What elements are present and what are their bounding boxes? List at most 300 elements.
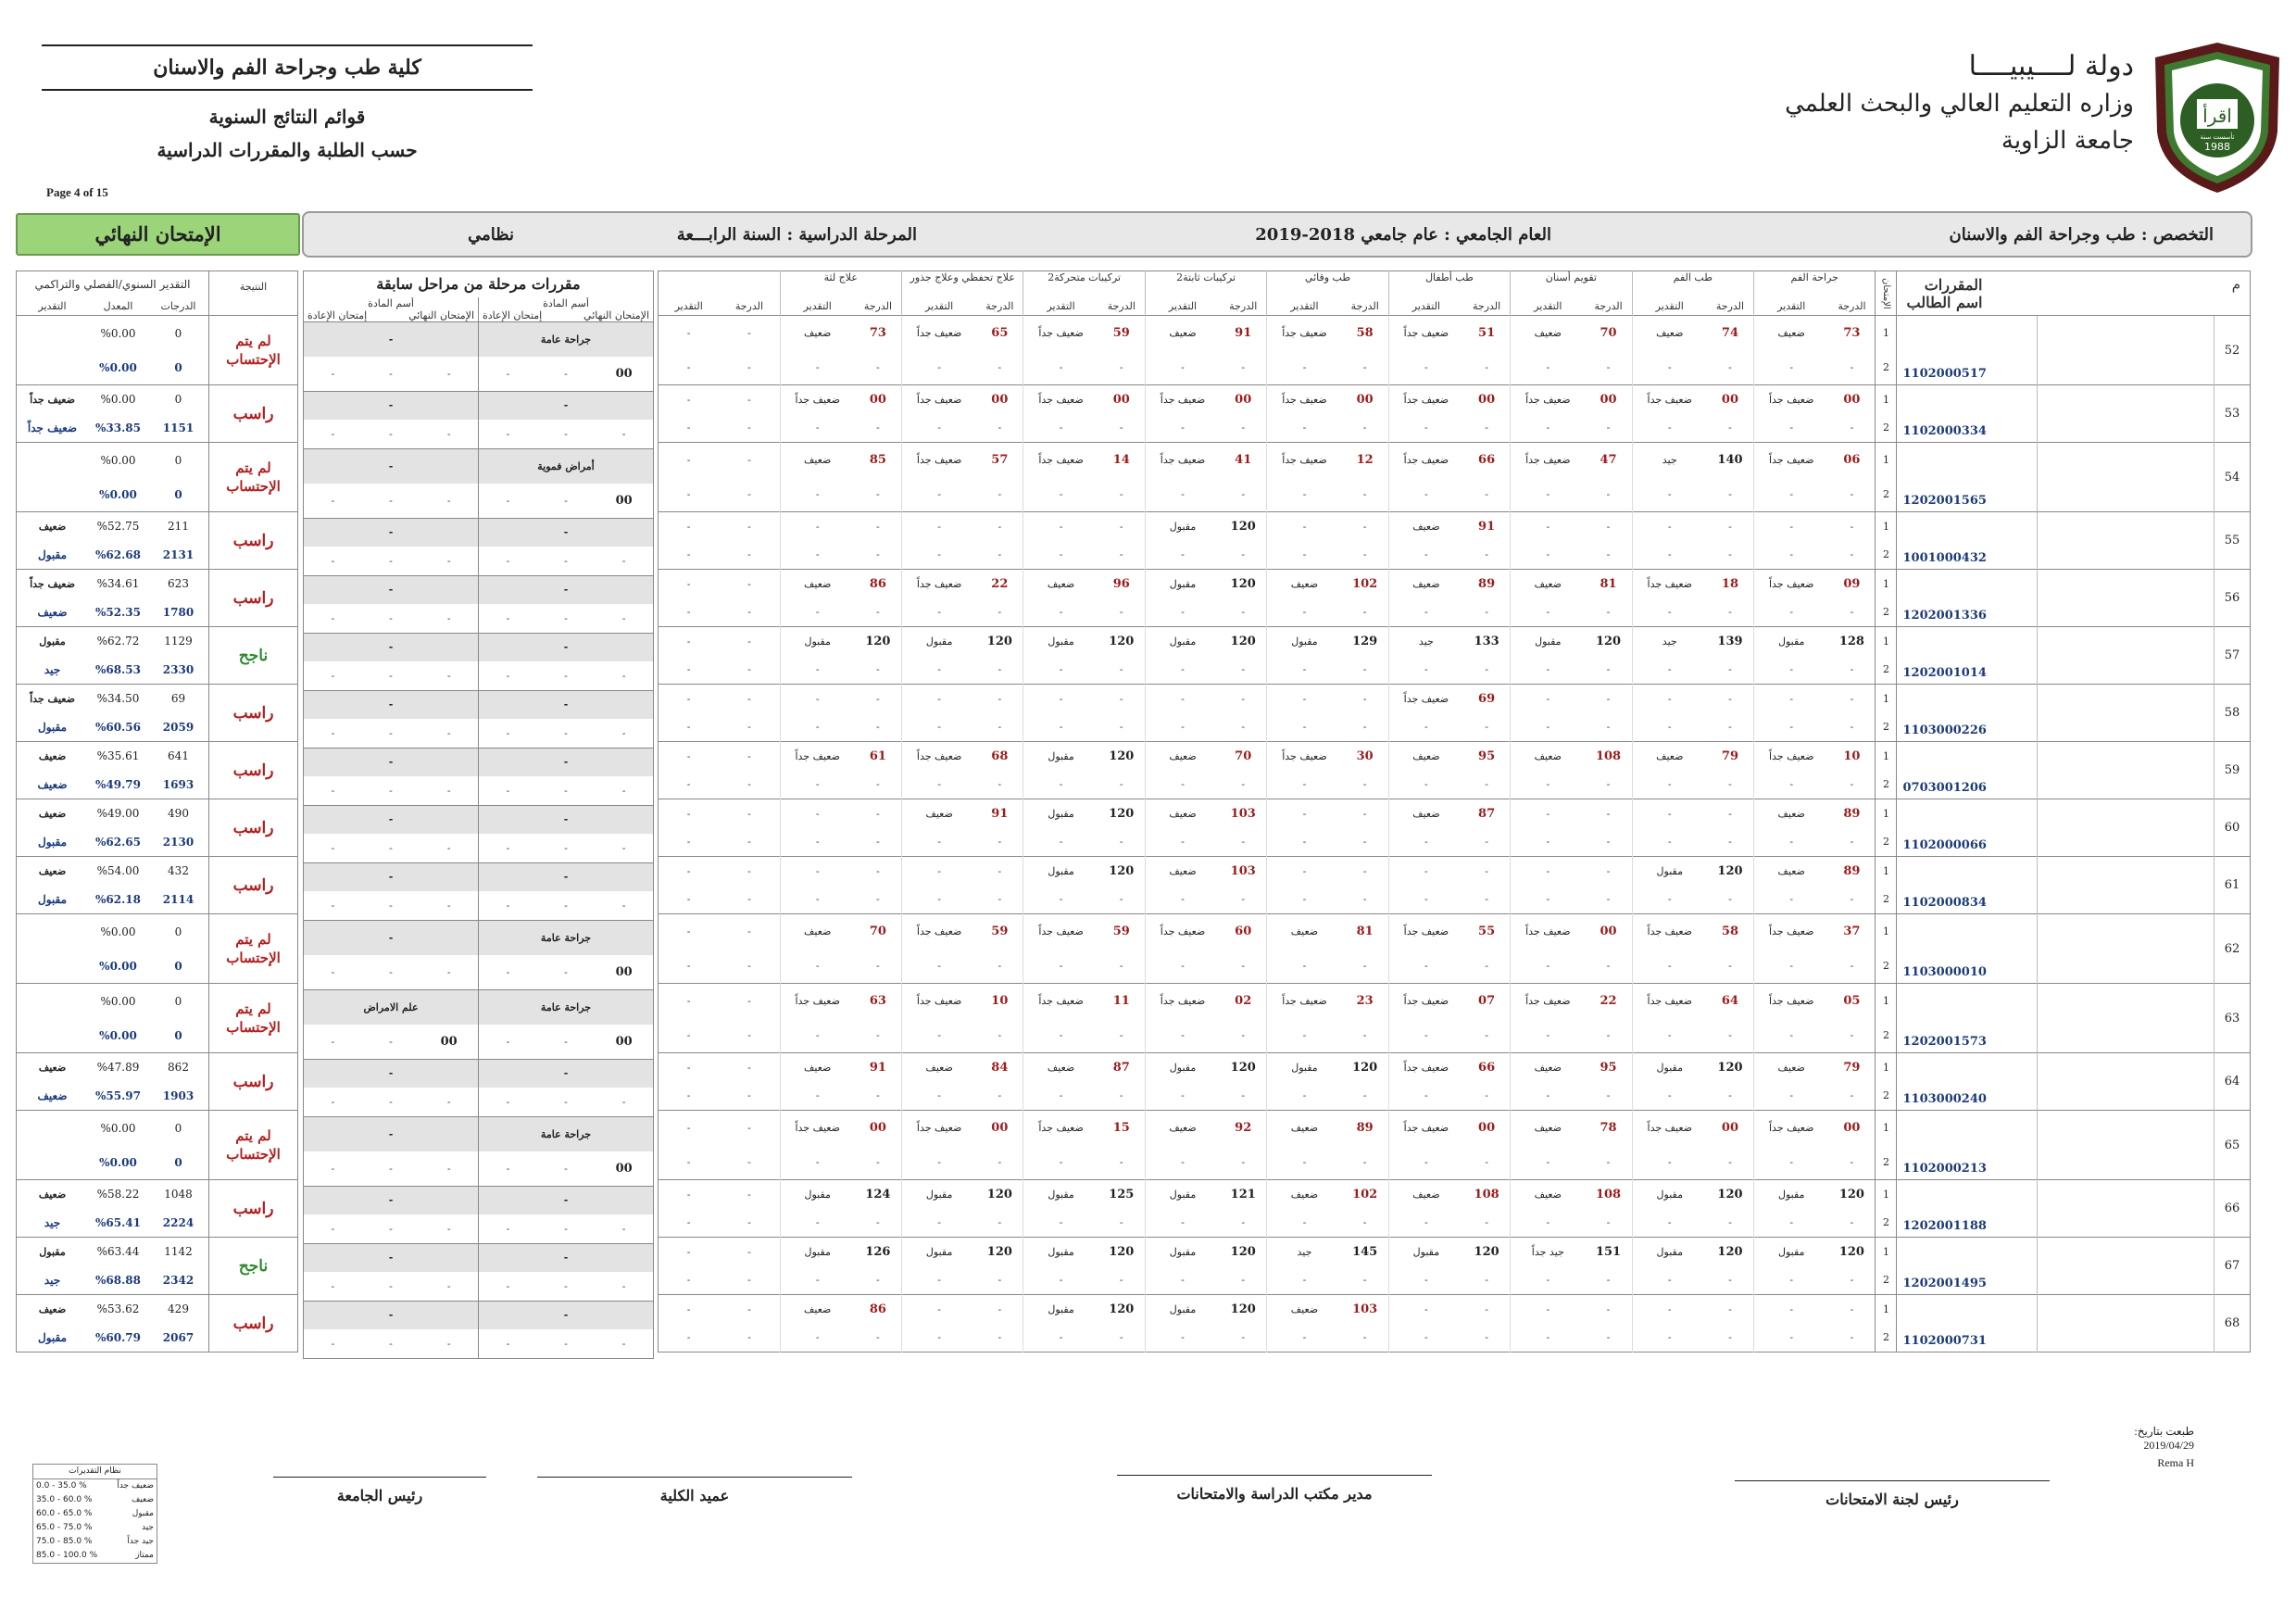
course-grade: - xyxy=(1463,857,1511,886)
retake-estimate: - xyxy=(1632,886,1707,914)
course-estimate: ضعيف xyxy=(780,316,855,351)
retake-estimate: - xyxy=(686,721,691,734)
course-header: طب وقائي xyxy=(1267,271,1388,297)
student-id: 1103000226 xyxy=(1897,685,2038,742)
year-estimate: ضعيف xyxy=(17,742,89,771)
course-estimate: ضعيف xyxy=(1632,742,1707,771)
course-grade: 12 xyxy=(1342,443,1389,478)
cumulative-rate: %33.85 xyxy=(95,421,141,434)
year-estimate: مقبول xyxy=(17,1238,89,1266)
prev-value: - xyxy=(564,899,568,912)
student-row xyxy=(659,443,2251,478)
name-blank xyxy=(2038,316,2214,385)
prev-value: - xyxy=(479,357,537,391)
exam-attempt-2: 2 xyxy=(1876,1019,1897,1053)
course-grade: - xyxy=(1342,799,1389,828)
retake-estimate: - xyxy=(1023,828,1098,857)
retake-grade: - xyxy=(1241,421,1246,434)
course-grade: - xyxy=(1585,512,1632,541)
retake-estimate: - xyxy=(1145,828,1220,857)
course-grade: 61 xyxy=(855,742,902,771)
prev-value: - xyxy=(621,554,626,567)
year-estimate xyxy=(17,1111,89,1146)
course-grade: 84 xyxy=(976,1053,1023,1082)
exam-attempt-1: 1 xyxy=(1876,512,1897,541)
prev-value: - xyxy=(564,427,568,440)
prev-row xyxy=(304,518,654,547)
year-rate: %0.00 xyxy=(88,914,148,950)
retake-estimate: - xyxy=(1632,541,1707,570)
prev-row-2 xyxy=(304,719,654,748)
retake-grade: - xyxy=(747,361,751,374)
course-estimate: ضعيف جداً xyxy=(780,984,855,1019)
cumulative-estimate xyxy=(17,351,89,385)
retake-estimate: - xyxy=(901,1082,976,1111)
course-estimate: ضعيف جداً xyxy=(1632,914,1707,950)
grading-scale-row xyxy=(33,1493,157,1507)
prev-row-2 xyxy=(304,547,654,575)
course-estimate: ضعيف xyxy=(1145,316,1220,351)
course-estimate: ضعيف xyxy=(1388,799,1463,828)
retake-estimate: - xyxy=(1267,541,1342,570)
retake-grade: - xyxy=(1119,421,1123,434)
report-title: قوائم النتائج السنوية xyxy=(208,106,366,128)
retake-grade: - xyxy=(747,488,751,501)
estimate-subheader: التقدير xyxy=(1267,297,1342,316)
year-estimate: ضعيف xyxy=(17,1295,89,1324)
cumulative-rate: %49.79 xyxy=(95,777,141,791)
prev-course-name: - xyxy=(479,391,654,420)
retake-estimate: - xyxy=(901,886,976,914)
cumulative-estimate: ضعيف جداً xyxy=(27,421,78,434)
prev-value: - xyxy=(331,899,335,912)
course-estimate: مقبول xyxy=(1145,1053,1220,1082)
retake-grade: - xyxy=(1606,960,1611,973)
prev-course-name-2: - xyxy=(304,1243,479,1272)
retake-estimate: - xyxy=(901,656,976,685)
retake-grade: - xyxy=(1728,721,1732,734)
year-rate: %0.00 xyxy=(88,443,148,478)
course-estimate: ضعيف جداً xyxy=(1632,385,1707,414)
course-estimate: مقبول xyxy=(1023,857,1098,886)
prev-value: - xyxy=(621,726,626,739)
student-id: 1102000834 xyxy=(1897,857,2038,914)
retake-estimate: - xyxy=(1023,886,1098,914)
year-estimate: ضعيف xyxy=(17,799,89,828)
prev-row xyxy=(304,805,654,834)
retake-estimate: - xyxy=(1511,478,1586,512)
retake-estimate: - xyxy=(901,828,976,857)
course-grade: - xyxy=(1707,685,1754,713)
estimate-subheader: التقدير xyxy=(1145,297,1220,316)
prev-row xyxy=(304,391,654,420)
serial-number: 67 xyxy=(2214,1238,2251,1295)
course-grade: - xyxy=(719,1180,780,1209)
retake-grade: - xyxy=(997,960,1002,973)
retake-grade: - xyxy=(1850,778,1854,791)
year-grades: 432 xyxy=(148,857,209,886)
course-grade: - xyxy=(1585,685,1632,713)
course-grade: 00 xyxy=(855,385,902,414)
course-grade: 00 xyxy=(1707,385,1754,414)
cumulative-rate: %62.65 xyxy=(95,835,141,849)
grading-range: 60.0 - 65.0 % xyxy=(36,1509,93,1518)
year-grades: 1142 xyxy=(148,1238,209,1266)
prev-value: - xyxy=(479,661,537,690)
retake-grade: - xyxy=(1241,1274,1246,1287)
course-header: علاج تحفظي وعلاج جذور xyxy=(901,271,1023,297)
year-estimate: ضعيف جداً xyxy=(17,385,89,414)
courses-header: المقررات xyxy=(1924,275,1983,294)
retake-grade: - xyxy=(1362,488,1367,501)
student-id: 1202001014 xyxy=(1897,627,2038,685)
prev-value: - xyxy=(446,841,451,854)
retake-estimate: - xyxy=(1754,598,1829,627)
retake-estimate: - xyxy=(1754,713,1829,742)
grading-range: 75.0 - 85.0 % xyxy=(36,1537,93,1546)
retake-estimate: - xyxy=(1145,1209,1220,1238)
course-grade: 68 xyxy=(976,742,1023,771)
course-estimate: ضعيف xyxy=(1388,570,1463,598)
course-estimate: - xyxy=(1511,512,1586,541)
estimate-subheader: التقدير xyxy=(1511,297,1586,316)
prev-row xyxy=(304,1116,654,1151)
retake-estimate: - xyxy=(780,713,855,742)
retake-estimate: - xyxy=(1023,1324,1098,1352)
exam-attempt-1: 1 xyxy=(1876,443,1897,478)
prev-value: - xyxy=(621,899,626,912)
course-estimate: ضعيف جداً xyxy=(1145,385,1220,414)
course-estimate: - xyxy=(780,857,855,886)
retake-grade: - xyxy=(747,1089,751,1102)
course-estimate: - xyxy=(1267,857,1342,886)
prev-value: - xyxy=(446,554,451,567)
serial-number: 56 xyxy=(2214,570,2251,627)
year-rate: %54.00 xyxy=(88,857,148,886)
grading-scale-row xyxy=(33,1549,157,1563)
retake-estimate: - xyxy=(901,1324,976,1352)
course-estimate: ضعيف جداً xyxy=(1267,385,1342,414)
retake-estimate: - xyxy=(1023,713,1098,742)
name-blank xyxy=(2038,1238,2214,1295)
course-estimate: مقبول xyxy=(1145,1180,1220,1209)
prev-value: - xyxy=(621,1279,626,1292)
course-grade: 73 xyxy=(855,316,902,351)
course-estimate: ضعيف جداً xyxy=(901,570,976,598)
course-estimate: - xyxy=(1267,512,1342,541)
retake-estimate: - xyxy=(1511,828,1586,857)
retake-grade: - xyxy=(1850,1216,1854,1229)
course-grade: 120 xyxy=(1220,1238,1267,1266)
grade-subheader: الدرجة xyxy=(863,299,893,312)
retake-grade: - xyxy=(1485,1274,1488,1287)
cumulative-grades: 2131 xyxy=(162,547,194,561)
course-grade: 74 xyxy=(1707,316,1754,351)
retake-estimate: - xyxy=(780,598,855,627)
course-estimate: - xyxy=(659,1180,720,1209)
course-estimate: ضعيف جداً xyxy=(1754,570,1829,598)
print-info xyxy=(2134,1425,2194,1470)
course-grade: - xyxy=(719,385,780,414)
exam-attempt-1: 1 xyxy=(1876,1053,1897,1082)
previous-courses-table xyxy=(303,270,654,1359)
year-grades: 0 xyxy=(148,1111,209,1146)
course-estimate: ضعيف xyxy=(1267,570,1342,598)
course-estimate: ضعيف جداً xyxy=(901,984,976,1019)
retake-estimate: - xyxy=(901,351,976,385)
retake-grade: - xyxy=(1362,606,1367,619)
retake-estimate: - xyxy=(1754,351,1829,385)
result-line: الإحتساب xyxy=(226,1146,281,1163)
student-id: 1102000213 xyxy=(1897,1111,2038,1180)
retake-grade: - xyxy=(876,1274,880,1287)
cumulative-estimate xyxy=(17,950,89,984)
student-row xyxy=(659,799,2251,828)
prev-value: - xyxy=(389,1035,393,1048)
prev-row xyxy=(304,748,654,776)
prev-row-2 xyxy=(304,1329,654,1358)
course-grade: - xyxy=(719,627,780,656)
printed-user: Rema H xyxy=(2157,1456,2194,1469)
course-header: جراحة الفم xyxy=(1754,271,1876,297)
retake-grade: - xyxy=(1119,1089,1123,1102)
retake-grade: - xyxy=(1485,488,1488,501)
retake-grade: - xyxy=(1362,1331,1367,1344)
prev-row xyxy=(304,448,654,484)
retake-estimate: - xyxy=(1511,656,1586,685)
student-id: 1102000731 xyxy=(1897,1295,2038,1352)
course-grade: 120 xyxy=(1098,1238,1146,1266)
course-grade: 91 xyxy=(976,799,1023,828)
prev-value: - xyxy=(621,1337,626,1350)
signature-committee: رئيس لجنة الامتحانات xyxy=(1735,1480,2050,1508)
course-grade: - xyxy=(1707,512,1754,541)
retake-grade: - xyxy=(1728,893,1732,906)
serial-number: 64 xyxy=(2214,1053,2251,1111)
result-line: لم يتم xyxy=(235,1000,271,1017)
course-grade: 91 xyxy=(855,1053,902,1082)
year-grades: 0 xyxy=(148,316,209,351)
retake-estimate: - xyxy=(901,1019,976,1053)
retake-estimate: - xyxy=(1388,1019,1463,1053)
course-grade: 00 xyxy=(1828,1111,1876,1146)
retake-grade: - xyxy=(1850,721,1854,734)
serial-number: 62 xyxy=(2214,914,2251,984)
course-grade: 103 xyxy=(1220,799,1267,828)
retake-grade: - xyxy=(1728,778,1732,791)
retake-estimate: - xyxy=(1511,1266,1586,1295)
course-estimate: - xyxy=(1754,685,1829,713)
prev-value: - xyxy=(389,1222,393,1235)
course-estimate: ضعيف جداً xyxy=(1388,316,1463,351)
year-estimate: ضعيف xyxy=(17,512,89,541)
course-grade: - xyxy=(719,512,780,541)
grade-subheader: الدرجة xyxy=(734,299,764,312)
retake-grade: - xyxy=(997,663,1002,676)
course-estimate: جيد xyxy=(1388,627,1463,656)
retake-grade: - xyxy=(1606,778,1611,791)
retake-estimate: - xyxy=(1754,414,1829,443)
student-row xyxy=(659,1111,2251,1146)
retake-grade: - xyxy=(876,421,880,434)
course-grade: 120 xyxy=(1707,1053,1754,1082)
year-grades: 623 xyxy=(148,570,209,598)
course-estimate: ضعيف جداً xyxy=(1754,385,1829,414)
prev-value: - xyxy=(389,367,393,380)
retake-grade: - xyxy=(876,361,880,374)
grades-header: الدرجات xyxy=(160,299,196,312)
course-grade: 125 xyxy=(1098,1180,1146,1209)
retake-grade: - xyxy=(1728,1156,1732,1169)
retake-estimate: - xyxy=(1632,1019,1707,1053)
retake-grade: - xyxy=(1119,1331,1123,1344)
retake-grade: - xyxy=(997,1029,1002,1042)
course-estimate: - xyxy=(901,685,976,713)
course-estimate: - xyxy=(659,385,720,414)
retake-grade: - xyxy=(1850,893,1854,906)
retake-grade: - xyxy=(747,1331,751,1344)
course-estimate: - xyxy=(1388,857,1463,886)
student-id: 1202001336 xyxy=(1897,570,2038,627)
result-line: لم يتم xyxy=(235,1127,271,1144)
result-status: ناجح xyxy=(209,627,298,685)
course-estimate: ضعيف جداً xyxy=(780,1111,855,1146)
course-grade: 86 xyxy=(855,1295,902,1324)
course-estimate: ضعيف جداً xyxy=(780,742,855,771)
grading-name: ممتاز xyxy=(135,1551,154,1560)
prev-value: - xyxy=(479,484,537,518)
course-grade: - xyxy=(976,512,1023,541)
signature-president: رئيس الجامعة xyxy=(273,1477,486,1504)
course-estimate: ضعيف xyxy=(901,799,976,828)
retake-estimate: - xyxy=(1023,414,1098,443)
year-estimate xyxy=(17,914,89,950)
student-id: 0703001206 xyxy=(1897,742,2038,799)
info-bar xyxy=(302,211,2252,258)
course-grade: 66 xyxy=(1463,1053,1511,1082)
retake-grade: - xyxy=(1241,1089,1246,1102)
grading-range: 35.0 - 60.0 % xyxy=(36,1495,93,1504)
result-header: النتيجة xyxy=(209,271,298,316)
retake-grade: - xyxy=(747,421,751,434)
retake-grade: - xyxy=(1728,1216,1732,1229)
retake-estimate: - xyxy=(1267,1146,1342,1180)
course-estimate: - xyxy=(1632,685,1707,713)
course-estimate: ضعيف جداً xyxy=(1511,443,1586,478)
student-row xyxy=(659,857,2251,886)
cumulative-grades: 0 xyxy=(174,1028,182,1042)
retake-estimate: - xyxy=(780,1146,855,1180)
svg-text:اقرأ: اقرأ xyxy=(2202,105,2232,127)
prev-value: - xyxy=(331,841,335,854)
retake-grade: - xyxy=(1241,548,1246,561)
retake-grade: - xyxy=(1606,836,1611,849)
result-line: لم يتم xyxy=(235,333,271,349)
serial-number: 54 xyxy=(2214,443,2251,512)
course-estimate: ضعيف جداً xyxy=(1023,316,1098,351)
student-name-header: اسم الطالب xyxy=(1906,293,1983,311)
retake-grade: - xyxy=(747,548,751,561)
retake-estimate: - xyxy=(1754,478,1829,512)
exam-attempt-2: 2 xyxy=(1876,1266,1897,1295)
retake-grade: - xyxy=(1362,893,1367,906)
retake-estimate: - xyxy=(780,478,855,512)
retake-grade: - xyxy=(1850,1156,1854,1169)
prev-row-2 xyxy=(304,891,654,920)
retake-grade: - xyxy=(997,721,1002,734)
prev-value: - xyxy=(331,1279,335,1292)
prev-value: - xyxy=(479,891,537,920)
course-estimate: ضعيف xyxy=(1388,1180,1463,1209)
exam-attempt-2: 2 xyxy=(1876,886,1897,914)
course-grade: 00 xyxy=(1828,385,1876,414)
course-estimate: مقبول xyxy=(1632,1053,1707,1082)
course-grade: 09 xyxy=(1828,570,1876,598)
cumulative-estimate: مقبول xyxy=(37,835,68,849)
retake-estimate: - xyxy=(1754,886,1829,914)
course-estimate: ضعيف جداً xyxy=(1754,443,1829,478)
exam-attempt-1: 1 xyxy=(1876,1111,1897,1146)
year-grades: 429 xyxy=(148,1295,209,1324)
course-grade: - xyxy=(719,1111,780,1146)
name-blank xyxy=(2038,385,2214,443)
prev-course-name-2: - xyxy=(304,633,479,661)
retake-estimate: - xyxy=(780,950,855,984)
retake-grade: - xyxy=(1728,960,1732,973)
course-estimate: - xyxy=(1632,1295,1707,1324)
course-estimate: - xyxy=(1511,799,1586,828)
name-blank xyxy=(2038,1295,2214,1352)
course-grade: 66 xyxy=(1463,443,1511,478)
retake-estimate: - xyxy=(1388,598,1463,627)
retake-grade: - xyxy=(1362,1089,1367,1102)
prev-course-name: - xyxy=(479,862,654,891)
prev-value: - xyxy=(331,427,335,440)
result-status xyxy=(209,443,298,512)
prev-value: - xyxy=(479,1329,537,1358)
year-grades: 69 xyxy=(148,685,209,713)
year-grades: 862 xyxy=(148,1053,209,1082)
course-grade: 05 xyxy=(1828,984,1876,1019)
course-grade: 00 xyxy=(1098,385,1146,414)
prev-final-header: الإمتحان النهائي xyxy=(408,308,475,321)
retake-grade: - xyxy=(1485,1089,1488,1102)
results-table xyxy=(16,270,298,1352)
serial-number: 53 xyxy=(2214,385,2251,443)
course-grade: - xyxy=(719,685,780,713)
retake-grade: - xyxy=(1850,606,1854,619)
course-estimate: مقبول xyxy=(1754,1238,1829,1266)
course-grade: 15 xyxy=(1098,1111,1146,1146)
retake-grade: - xyxy=(1362,778,1367,791)
prev-value: - xyxy=(331,1095,335,1108)
university-name: جامعة الزاوية xyxy=(2001,127,2134,155)
course-grade: 120 xyxy=(976,1180,1023,1209)
exam-attempt-2: 2 xyxy=(1876,478,1897,512)
retake-estimate: - xyxy=(1267,828,1342,857)
retake-estimate: - xyxy=(686,548,691,561)
course-grade: 120 xyxy=(1220,1295,1267,1324)
retake-estimate: - xyxy=(1267,598,1342,627)
retake-estimate: - xyxy=(686,1216,691,1229)
prev-course-name-2: - xyxy=(304,690,479,719)
course-header: تقويم أسنان xyxy=(1511,271,1632,297)
exam-attempt-2: 2 xyxy=(1876,950,1897,984)
retake-grade: - xyxy=(1606,1274,1611,1287)
cumulative-rate: %62.18 xyxy=(95,892,141,906)
exam-attempt-1: 1 xyxy=(1876,984,1897,1019)
retake-estimate: - xyxy=(1388,828,1463,857)
